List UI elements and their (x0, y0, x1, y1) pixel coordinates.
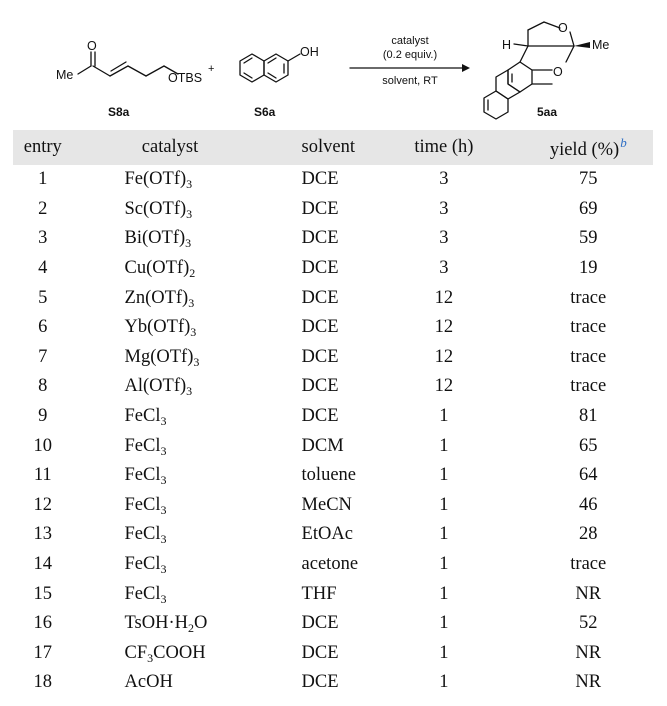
cell-solvent: MeCN (301, 494, 352, 515)
table-row (13, 254, 653, 284)
catalyst-formula-main: FeCl (124, 406, 161, 427)
catalyst-formula-main: Al(OTf) (124, 376, 187, 397)
s8a-methyl-label: Me (56, 68, 74, 82)
cell-time: 1 (439, 494, 449, 515)
catalyst-formula-main: TsOH·H (124, 613, 188, 634)
cell-solvent: DCE (301, 198, 339, 219)
cell-solvent: DCE (301, 228, 339, 249)
cell-yield: 81 (579, 406, 598, 427)
cell-catalyst (73, 402, 268, 432)
cell-yield: NR (575, 672, 602, 693)
cell-solvent: toluene (301, 465, 356, 486)
cell-solvent: DCE (301, 672, 339, 693)
cell-entry: 1 (38, 169, 48, 190)
catalyst-formula-subscript: 2 (189, 266, 196, 281)
table-row (13, 668, 653, 698)
cell-entry: 16 (33, 613, 52, 634)
cell-catalyst (73, 520, 268, 550)
table-row (13, 609, 653, 639)
table-row (13, 461, 653, 491)
cell-entry: 2 (38, 198, 48, 219)
conditions-catalyst: catalyst (391, 35, 429, 47)
cell-entry: 8 (38, 376, 48, 397)
cell-catalyst (73, 668, 268, 698)
cell-solvent: DCE (301, 406, 339, 427)
cell-entry: 14 (33, 554, 52, 575)
catalyst-formula-main: Cu(OTf) (124, 258, 190, 279)
cell-yield: trace (570, 554, 607, 575)
cell-solvent: DCM (301, 435, 344, 456)
product-hydrogen-label: H (502, 38, 512, 52)
product-oxygen-top-label: O (558, 21, 568, 35)
cell-time: 1 (439, 524, 449, 545)
table-row (13, 550, 653, 580)
catalyst-formula-subscript: 2 (187, 621, 194, 636)
header-solvent: solvent (301, 137, 355, 157)
cell-solvent: DCE (301, 613, 339, 634)
cell-time: 12 (434, 346, 454, 367)
cell-solvent: DCE (301, 317, 339, 338)
cell-yield: 69 (579, 198, 598, 219)
reactant-s8a-structure (56, 39, 202, 85)
cell-yield: trace (570, 346, 607, 367)
cell-entry: 6 (38, 317, 48, 338)
cell-time: 1 (439, 435, 449, 456)
catalyst-formula-main: FeCl (124, 524, 161, 545)
table-row (13, 313, 653, 343)
cell-yield: 19 (579, 258, 598, 279)
cell-time: 1 (439, 406, 449, 427)
catalyst-formula-subscript: 3 (160, 532, 167, 547)
cell-yield: trace (570, 376, 607, 397)
conditions-equiv: (0.2 equiv.) (382, 49, 438, 61)
cell-yield: NR (575, 642, 602, 663)
table-row (13, 165, 653, 195)
catalyst-formula-subscript: 3 (160, 414, 167, 429)
cell-catalyst (73, 165, 268, 195)
header-yield (490, 130, 653, 165)
cell-catalyst (73, 283, 268, 313)
header-yield-footnote-marker: b (620, 134, 627, 150)
cell-solvent: DCE (301, 169, 339, 190)
cell-entry: 5 (38, 287, 48, 308)
catalyst-formula-tail: COOH (153, 642, 206, 663)
reaction-arrow (350, 64, 470, 72)
cell-time: 3 (439, 228, 449, 249)
cell-time: 1 (439, 613, 449, 634)
catalyst-formula-main: Mg(OTf) (124, 346, 194, 367)
conditions-solvent: solvent, RT (382, 75, 438, 87)
cell-yield: 65 (579, 435, 598, 456)
s8a-otbs-label: OTBS (168, 71, 203, 85)
table-row (13, 431, 653, 461)
catalyst-formula-main: Bi(OTf) (124, 228, 186, 249)
s6a-hydroxyl-label: OH (300, 45, 319, 59)
catalyst-formula-subscript: 3 (193, 354, 200, 369)
cell-catalyst (73, 609, 268, 639)
header-catalyst: catalyst (141, 137, 199, 157)
catalyst-formula-main: FeCl (124, 435, 161, 456)
cell-catalyst (73, 195, 268, 225)
plus-sign: + (208, 63, 215, 75)
cell-yield: 59 (579, 228, 598, 249)
catalyst-formula-subscript: 3 (186, 177, 193, 192)
catalyst-formula-main: Fe(OTf) (124, 169, 187, 190)
cell-entry: 13 (33, 524, 52, 545)
cell-catalyst (73, 639, 268, 669)
reaction-scheme-drawing (0, 0, 667, 130)
table-header (13, 130, 653, 165)
cell-entry: 11 (33, 465, 52, 486)
s6a-compound-label: S6a (254, 105, 276, 119)
cell-time: 3 (439, 169, 449, 190)
catalyst-formula-main: FeCl (124, 465, 161, 486)
cell-catalyst (73, 550, 268, 580)
cell-time: 1 (439, 583, 449, 604)
cell-catalyst (73, 461, 268, 491)
product-compound-label: 5aa (537, 105, 558, 119)
cell-entry: 10 (33, 435, 52, 456)
cell-yield: trace (570, 317, 607, 338)
cell-entry: 9 (38, 406, 48, 427)
cell-solvent: EtOAc (301, 524, 353, 545)
catalyst-formula-main: Sc(OTf) (124, 198, 187, 219)
cell-yield: 28 (579, 524, 598, 545)
cell-yield: 46 (579, 494, 598, 515)
catalyst-formula-subscript: 3 (160, 591, 167, 606)
catalyst-formula-main: CF (124, 642, 148, 663)
cell-catalyst (73, 579, 268, 609)
cell-entry: 17 (33, 642, 52, 663)
catalyst-formula-tail: O (193, 613, 208, 634)
table-row (13, 579, 653, 609)
cell-catalyst (73, 313, 268, 343)
cell-solvent: DCE (301, 287, 339, 308)
catalyst-formula-subscript: 3 (160, 473, 167, 488)
cell-yield: 75 (579, 169, 598, 190)
cell-time: 3 (439, 198, 449, 219)
reactant-s6a-structure (240, 45, 319, 82)
product-methyl-label: Me (592, 38, 610, 52)
table-body (13, 165, 653, 698)
table-row (13, 224, 653, 254)
cell-catalyst (73, 343, 268, 373)
cell-time: 1 (439, 672, 449, 693)
catalyst-formula-subscript: 3 (160, 502, 167, 517)
header-time: time (h) (414, 137, 474, 157)
optimization-table (13, 130, 653, 698)
catalyst-formula-main: Zn(OTf) (124, 287, 189, 308)
reaction-scheme (0, 0, 667, 130)
table-row (13, 283, 653, 313)
table-row (13, 402, 653, 432)
cell-time: 12 (434, 376, 454, 397)
s8a-compound-label: S8a (108, 105, 130, 119)
catalyst-formula-main: FeCl (124, 554, 161, 575)
cell-entry: 7 (38, 346, 48, 367)
cell-solvent: DCE (301, 376, 339, 397)
cell-catalyst (73, 224, 268, 254)
catalyst-formula-main: FeCl (124, 494, 161, 515)
cell-entry: 12 (33, 494, 52, 515)
table-row (13, 491, 653, 521)
header-yield-label: yield (%) (549, 139, 620, 160)
s8a-carbonyl-oxygen-label: O (87, 39, 97, 53)
cell-yield: trace (570, 287, 607, 308)
cell-time: 12 (434, 317, 454, 338)
cell-entry: 3 (38, 228, 48, 249)
cell-entry: 4 (38, 258, 48, 279)
catalyst-formula-subscript: 3 (185, 236, 192, 251)
cell-entry: 15 (33, 583, 52, 604)
cell-time: 12 (434, 287, 454, 308)
catalyst-formula-subscript: 3 (160, 562, 167, 577)
table-row (13, 195, 653, 225)
catalyst-formula-subscript: 3 (188, 295, 195, 310)
catalyst-formula-main: FeCl (124, 583, 161, 604)
cell-time: 3 (439, 258, 449, 279)
table-row (13, 520, 653, 550)
table-row (13, 343, 653, 373)
cell-catalyst (73, 431, 268, 461)
cell-yield: 64 (579, 465, 598, 486)
cell-catalyst (73, 491, 268, 521)
cell-time: 1 (439, 642, 449, 663)
catalyst-formula-subscript: 3 (190, 325, 197, 340)
header-entry: entry (23, 137, 62, 157)
cell-solvent: DCE (301, 642, 339, 663)
product-oxygen-ring-label: O (553, 65, 563, 79)
table-row (13, 639, 653, 669)
catalyst-formula-subscript: 3 (186, 206, 193, 221)
cell-time: 1 (439, 554, 449, 575)
catalyst-formula-main: AcOH (124, 672, 173, 693)
catalyst-formula-subscript: 3 (147, 650, 154, 665)
catalyst-formula-main: Yb(OTf) (124, 317, 191, 338)
cell-solvent: DCE (301, 258, 339, 279)
cell-solvent: acetone (301, 554, 359, 575)
catalyst-formula-subscript: 3 (160, 443, 167, 458)
cell-yield: NR (575, 583, 602, 604)
cell-yield: 52 (579, 613, 598, 634)
table-row (13, 372, 653, 402)
cell-solvent: DCE (301, 346, 339, 367)
table-header-row (13, 130, 653, 165)
cell-catalyst (73, 254, 268, 284)
catalyst-formula-subscript: 3 (186, 384, 193, 399)
cell-solvent: THF (301, 583, 337, 604)
cell-catalyst (73, 372, 268, 402)
cell-entry: 18 (33, 672, 52, 693)
cell-time: 1 (439, 465, 449, 486)
